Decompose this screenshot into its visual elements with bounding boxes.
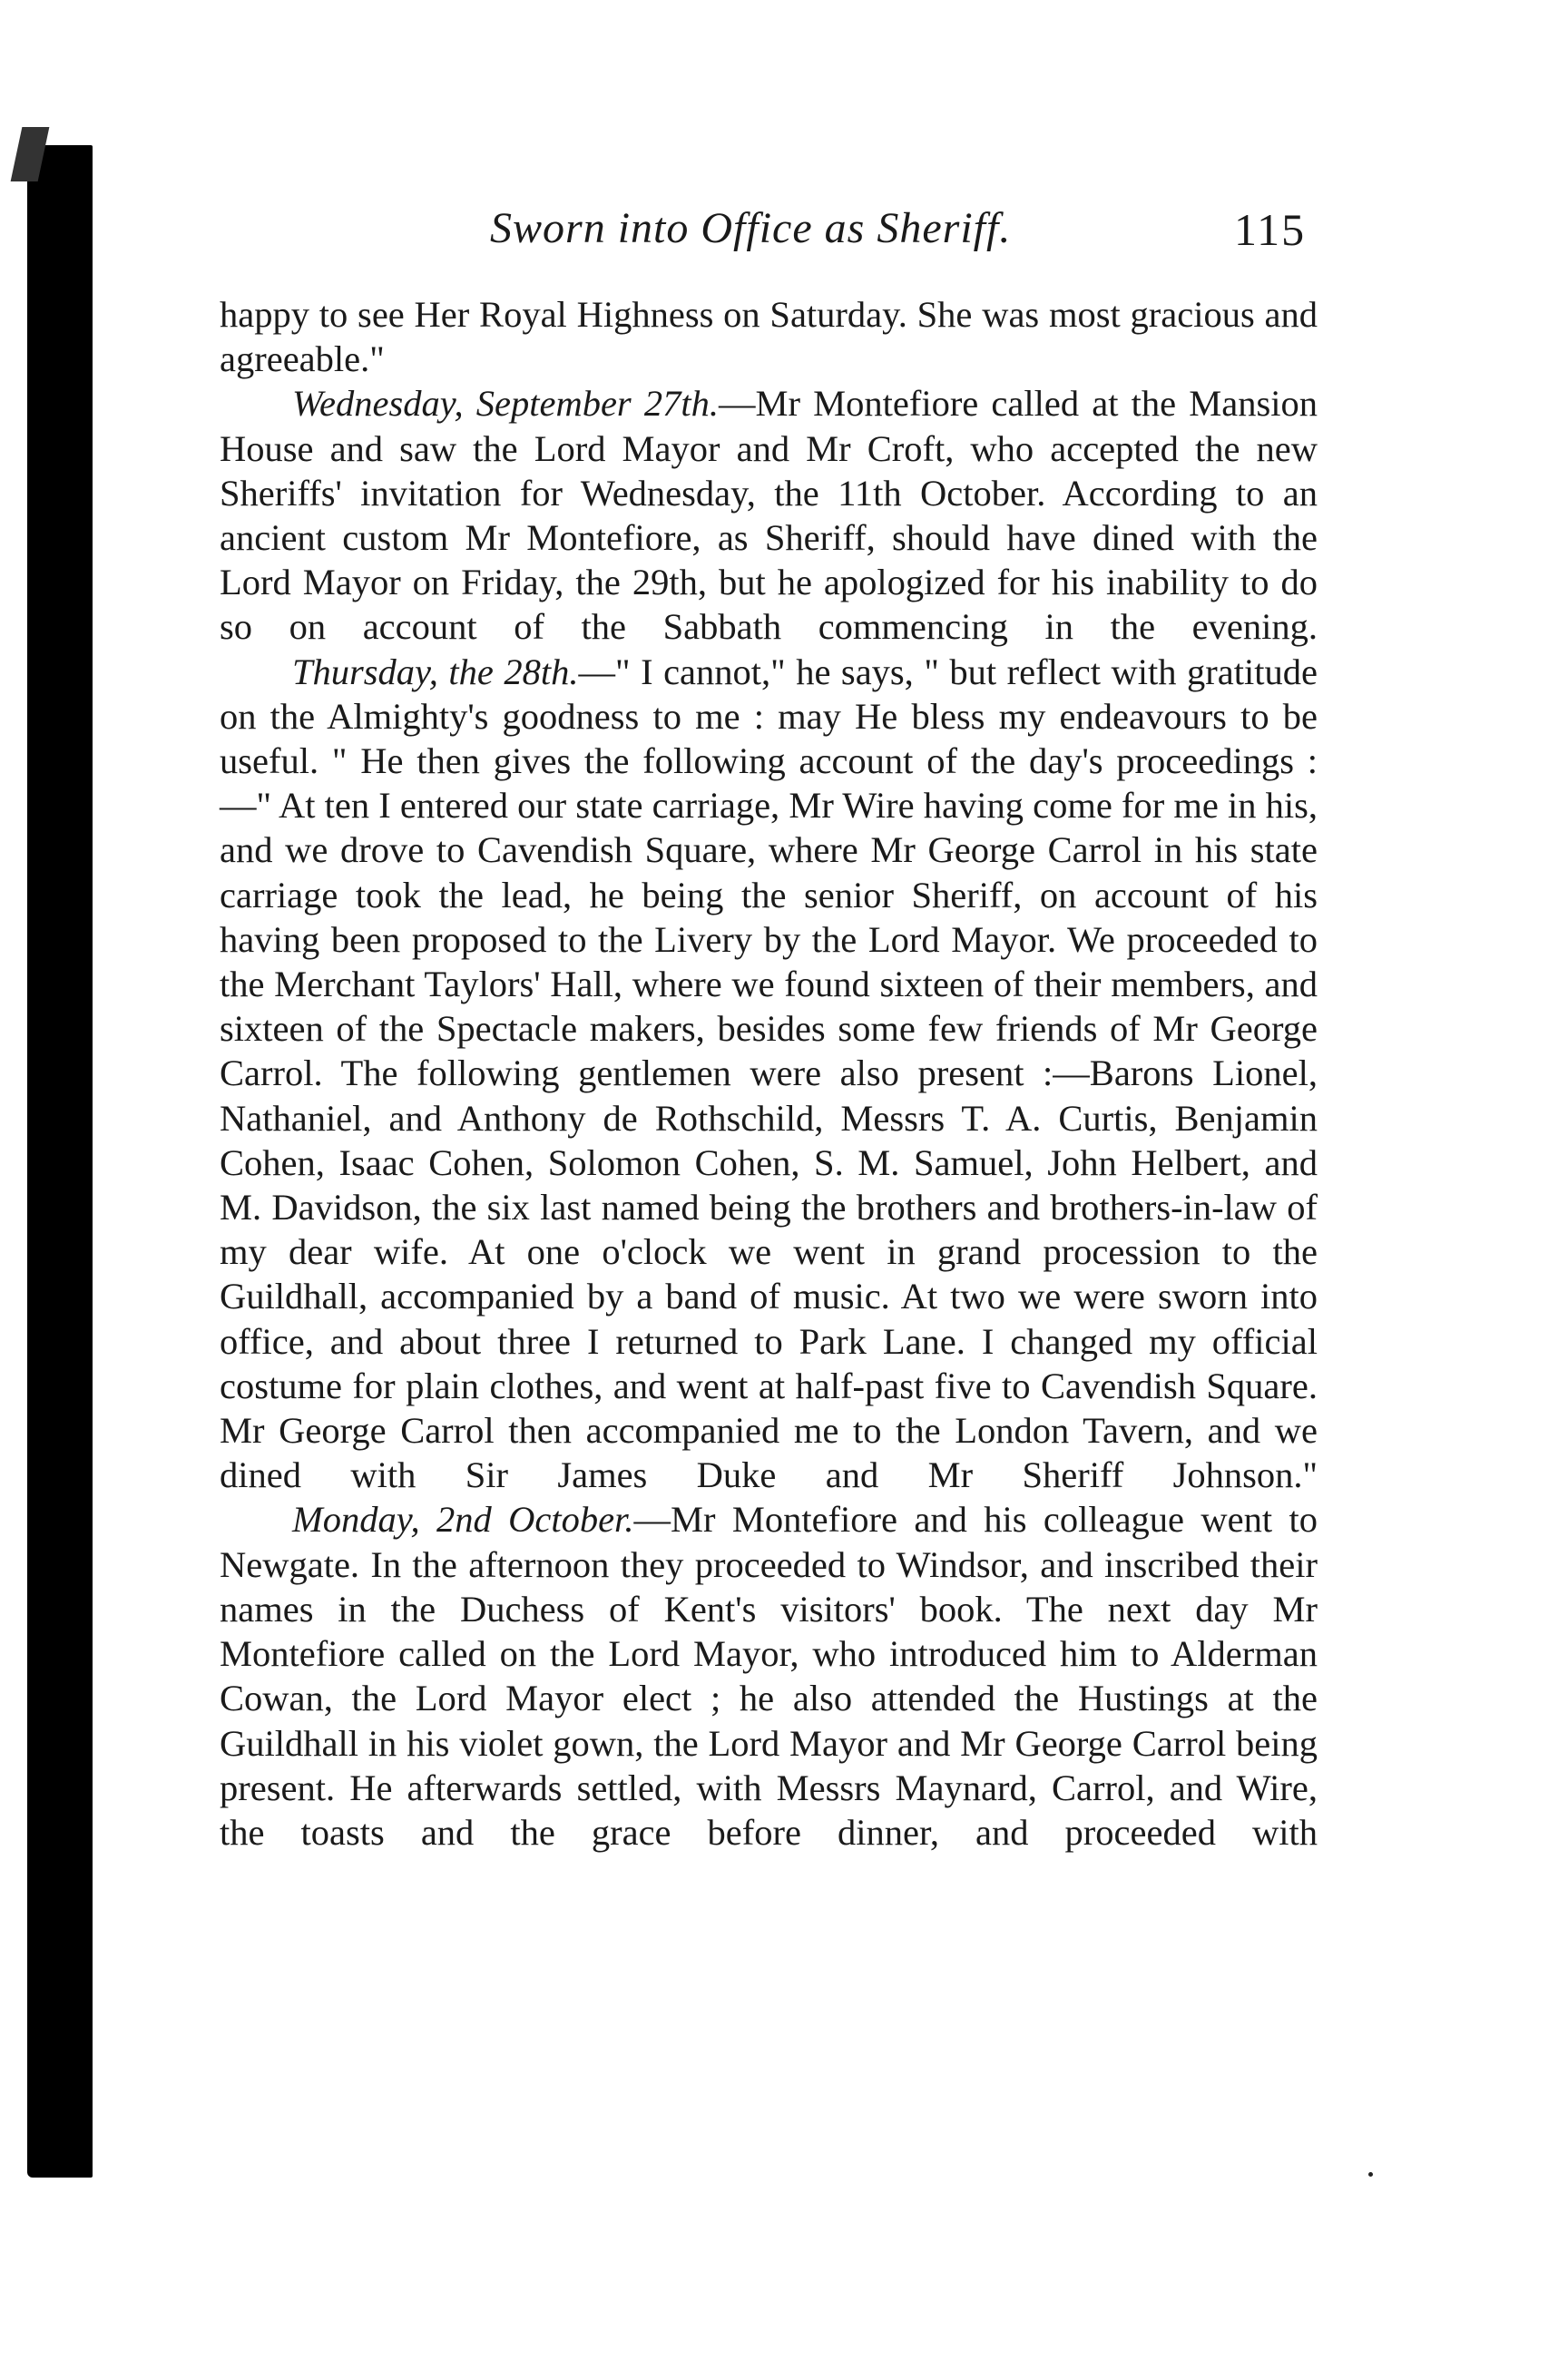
date-heading: Wednesday, September 27th. [292,383,719,425]
paragraph-text: —" I cannot," he says, " but reflect with gratitude on the Almighty's goodness to me : may He bless my endeavours to be useful. " He then gives the following account of the day's proceedings :—" At ten I entered our state carriage, Mr Wire having come for me in his, and we drove to Cavendish Square, where Mr George Carrol in his state carriage took the lead, he being the senior Sheriff, on account of his having been proposed to the Livery by the Lord Mayor. We proceeded to the Merchant Taylors' Hall, where we found sixteen of their members, and sixteen of the Spectacle makers, besides some few friends of Mr George Carrol. The following gentlemen were also present :—Barons Lionel, Nathaniel, and Anthony de Rothschild, Messrs T. A. Curtis, Benjamin Cohen, Isaac Cohen, Solomon Cohen, S. M. Samuel, John Helbert, and M. Davidson, the six last named being the brothers and brothers-in-law of my dear wife. At one o'clock we went in grand procession to the Guildhall, accompanied by a band of music. At two we were sworn into office, and about three I returned to Park Lane. I changed my official costume for plain clothes, and went at half-past five to Cavendish Square. Mr George Carrol then accompanied me to the London Tavern, and we dined with Sir James Duke and Mr Sheriff Johnson." [220,651,1318,1496]
paragraph-continuation [220,292,1318,381]
paragraph-september-27 [220,381,1318,649]
page-binding-shadow [27,145,93,2178]
page-header [0,194,1568,259]
page-number: 115 [1234,204,1307,255]
paragraph-october-2 [220,1497,1318,1855]
paragraph-text: happy to see Her Royal Highness on Saturday. She was most gracious and agreeable." [220,294,1318,380]
date-heading: Thursday, the 28th. [292,651,579,692]
body-text [220,292,1318,1855]
running-title: Sworn into Office as Sheriff. [490,204,1012,252]
paragraph-text: —Mr Montefiore called at the Mansion House and saw the Lord Mayor and Mr Croft, who accepted the new Sheriffs' invitation for Wednesday, the 11th October. According to an ancient custom Mr Montefiore, as Sheriff, should have dined with the Lord Mayor on Friday, the 29th, but he apologized for his inability to do so on account of the Sabbath commencing in the evening. [220,383,1318,648]
paragraph-text: —Mr Montefiore and his colleague went to Newgate. In the afternoon they proceeded to Windsor, and inscribed their names in the Duchess of Kent's visitors' book. The next day Mr Montefiore called on the Lord Mayor, who introduced him to Alderman Cowan, the Lord Mayor elect ; he also attended the Hustings at the Guildhall in his violet gown, the Lord Mayor and Mr George Carrol being present. He afterwards settled, with Messrs Maynard, Carrol, and Wire, the toasts and the grace before dinner, and proceeded with [220,1499,1318,1853]
date-heading: Monday, 2nd October. [292,1499,634,1541]
paragraph-september-28 [220,650,1318,1498]
stray-ink-mark [1368,2172,1373,2177]
